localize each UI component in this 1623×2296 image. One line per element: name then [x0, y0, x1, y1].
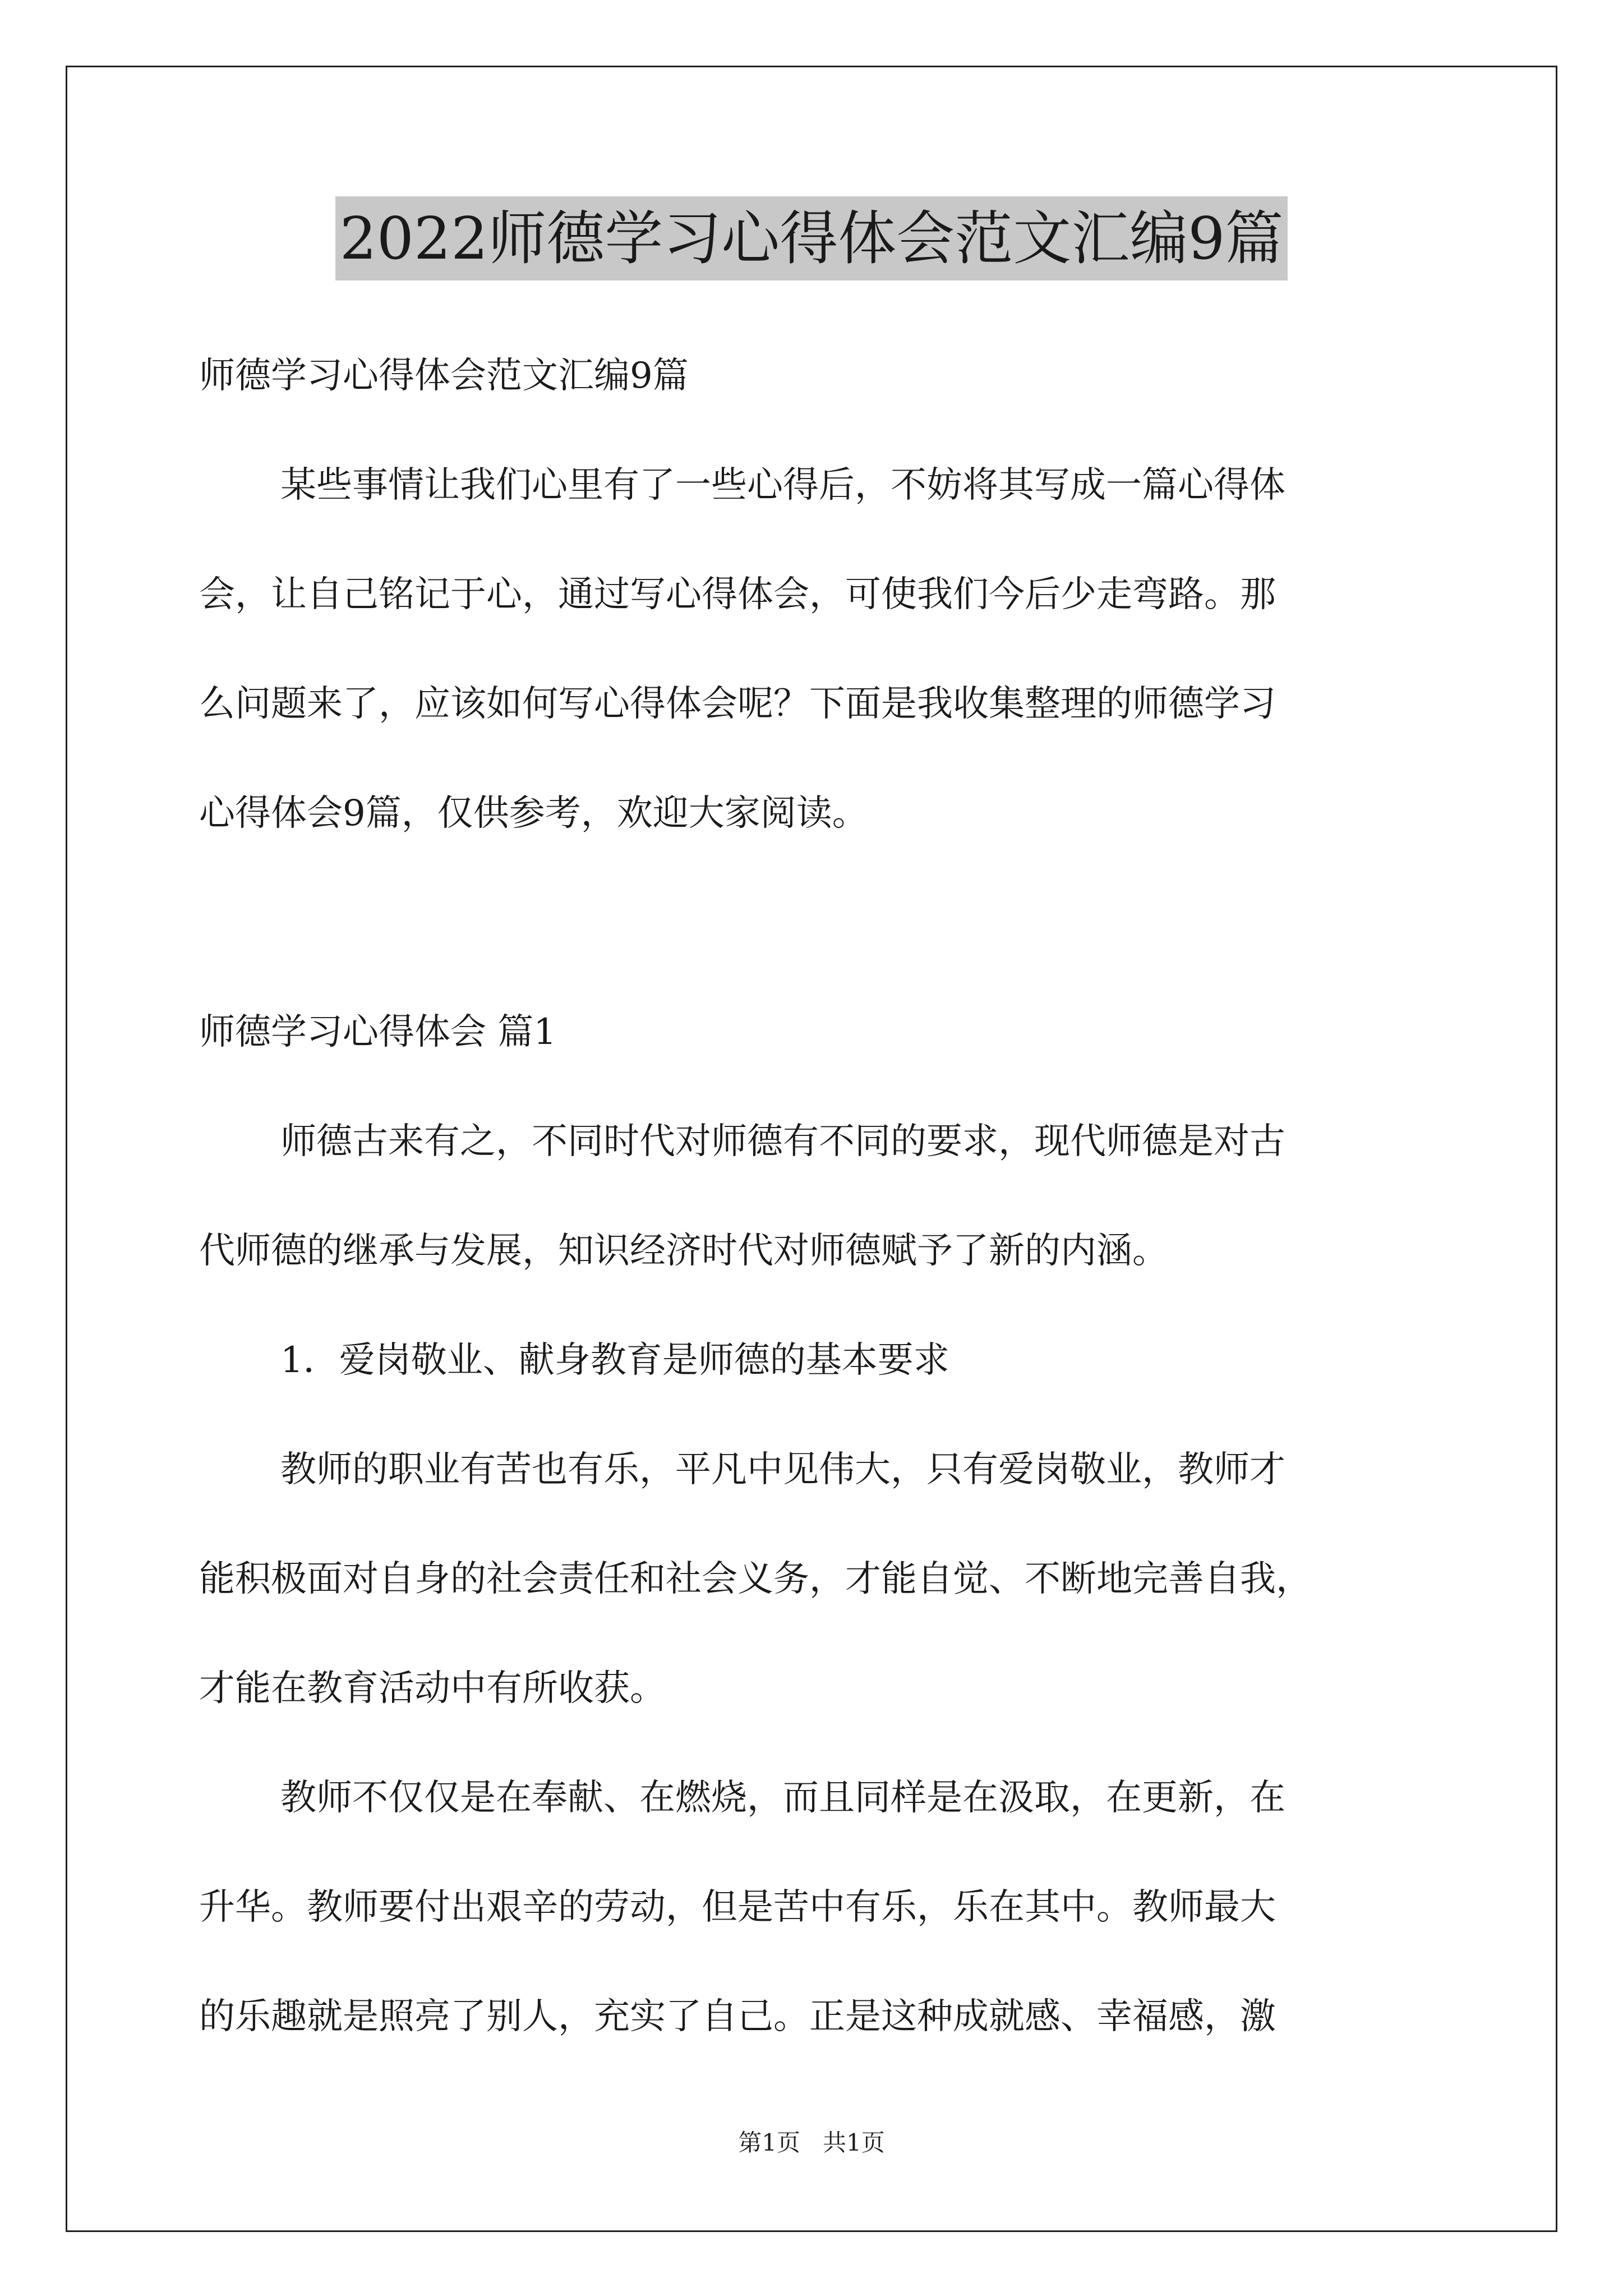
- list-item-heading: 1．爱岗敬业、献身教育是师德的基本要求: [280, 1340, 949, 1381]
- paragraph-line: 教师不仅仅是在奉献、在燃烧，而且同样是在汲取，在更新，在: [280, 1777, 1285, 1819]
- document-title: 2022师德学习心得体会范文汇编9篇: [335, 196, 1288, 280]
- paragraph-line: 么问题来了，应该如何写心得体会呢？下面是我收集整理的师德学习: [199, 683, 1276, 725]
- paragraph-line: 才能在教育活动中有所收获。: [199, 1668, 666, 1709]
- paragraph-line: 师德古来有之，不同时代对师德有不同的要求，现代师德是对古: [280, 1121, 1285, 1162]
- paragraph-line: 某些事情让我们心里有了一些心得后，不妨将其写成一篇心得体: [280, 464, 1285, 506]
- paragraph-line: 代师德的继承与发展，知识经济时代对师德赋予了新的内涵。: [199, 1230, 1168, 1272]
- paragraph-line: 教师的职业有苦也有乐，平凡中见伟大，只有爱岗敬业，教师才: [280, 1449, 1285, 1490]
- paragraph-line: 能积极面对自身的社会责任和社会义务，才能自觉、不断地完善自我，: [199, 1558, 1312, 1600]
- section-heading: 师德学习心得体会 篇1: [199, 1011, 557, 1053]
- page-footer: [0, 2126, 1623, 2160]
- paragraph-line: 心得体会9篇，仅供参考，欢迎大家阅读。: [199, 793, 868, 834]
- paragraph-line: 的乐趣就是照亮了别人，充实了自己。正是这种成就感、幸福感，激: [199, 1996, 1276, 2037]
- paragraph-line: 升华。教师要付出艰辛的劳动，但是苦中有乐，乐在其中。教师最大: [199, 1887, 1276, 1928]
- page-number: 第1页 共1页: [738, 2129, 885, 2156]
- paragraph-line: 会，让自己铭记于心，通过写心得体会，可使我们今后少走弯路。那: [199, 574, 1276, 615]
- subtitle-line: 师德学习心得体会范文汇编9篇: [199, 355, 689, 397]
- title-container: [0, 196, 1623, 280]
